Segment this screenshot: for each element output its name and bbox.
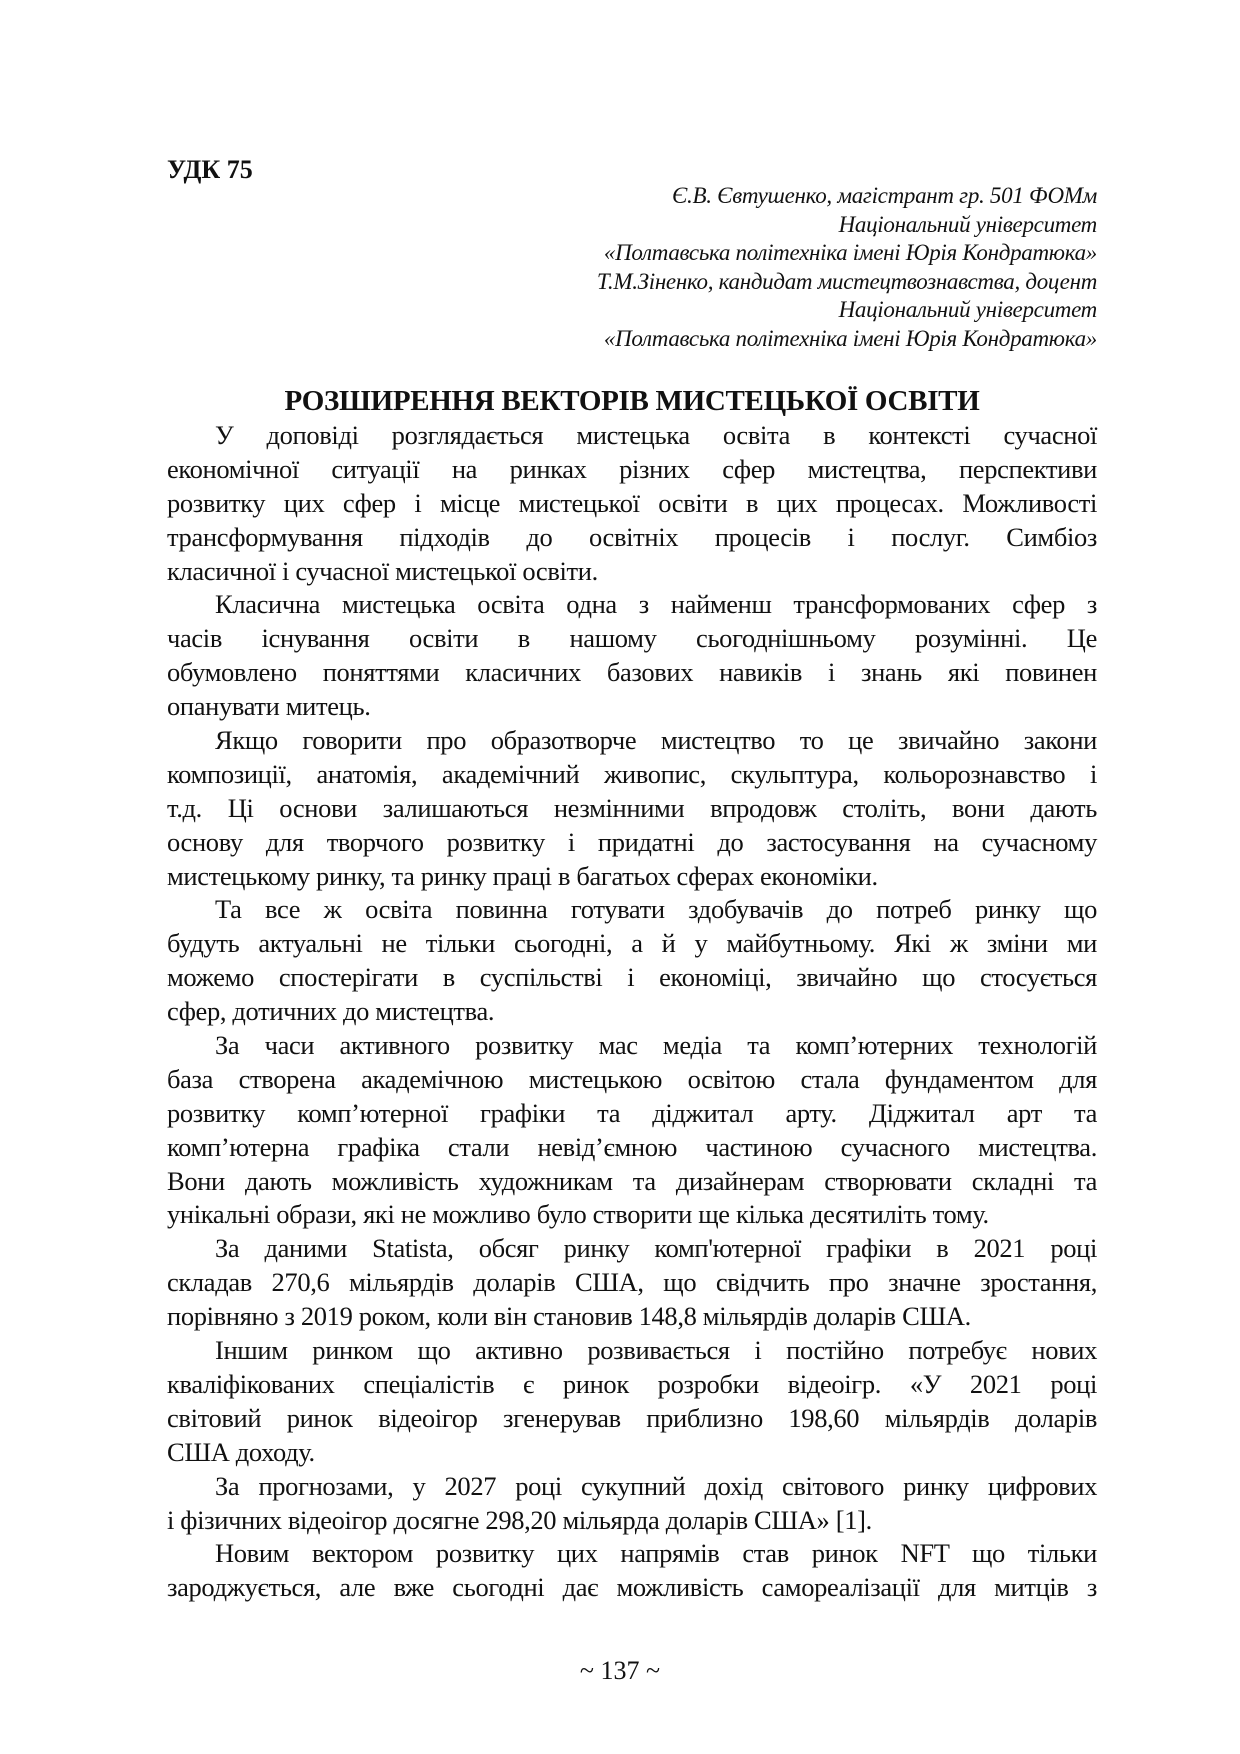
author-line: Є.В. Євтушенко, магістрант гр. 501 ФОМм [671, 183, 1097, 208]
paragraph-line: опанувати митець. [167, 691, 371, 722]
paragraph-line: можемо спостерігати в суспільстві і економіці, звичайно що стосується [167, 962, 1097, 993]
paragraph [167, 1334, 1097, 1470]
author-affiliations [597, 182, 1097, 354]
paragraph [167, 893, 1097, 1029]
paragraph-line: Та все ж освіта повинна готувати здобувачів до потреб ринку що [215, 894, 1097, 925]
paragraph-line: і фізичних відеоігор досягне 298,20 мільярда доларів США» [1]. [167, 1504, 872, 1535]
page-number: ~ 137 ~ [579, 1656, 661, 1685]
paragraph [167, 1232, 1097, 1334]
paragraph-line: порівняно з 2019 роком, коли він становив 148,8 мільярдів доларів США. [167, 1301, 971, 1332]
paragraph-line: часів існування освіти в нашому сьогоднішньому розумінні. Це [167, 623, 1097, 654]
paragraph-line: унікальні образи, які не можливо було створити ще кілька десятиліть тому. [167, 1199, 989, 1230]
paragraph-line: мистецькому ринку, та ринку праці в багатьох сферах економіки. [167, 860, 878, 891]
paragraph-line: будуть актуальні не тільки сьогодні, а й у майбутньому. Які ж зміни ми [167, 928, 1097, 959]
author-line: Т.М.Зіненко, кандидат мистецтвознавства, доцент [596, 268, 1097, 294]
paragraph-line: обумовлено поняттями класичних базових навиків і знань які повинен [167, 657, 1097, 688]
article-title: РОЗШИРЕННЯ ВЕКТОРІВ МИСТЕЦЬКОЇ ОСВІТИ [284, 385, 980, 417]
paragraph-line: Якщо говорити про образотворче мистецтво то це звичайно закони [215, 725, 1097, 756]
paragraph-line: комп’ютерна графіка стали невід’ємною частиною сучасного мистецтва. [167, 1131, 1097, 1162]
paragraph-line: розвитку цих сфер і місце мистецької освіти в цих процесах. Можливості [167, 487, 1097, 518]
paragraph-line: Іншим ринком що активно розвивається і постійно потребує нових [215, 1335, 1097, 1366]
paragraph-line: За часи активного розвитку мас медіа та комп’ютерних технологій [215, 1030, 1097, 1061]
paragraph-line: США доходу. [167, 1436, 315, 1467]
author-line: Національний університет [838, 211, 1097, 237]
paragraph-line: За даними Statista, обсяг ринку комп'ютерної графіки в 2021 році [215, 1233, 1097, 1264]
author-line: «Полтавська політехніка імені Юрія Кондратюка» [603, 325, 1097, 351]
paragraph-line: Вони дають можливість художникам та дизайнерам створювати складні та [167, 1165, 1097, 1196]
paragraph-line: т.д. Ці основи залишаються незмінними впродовж століть, вони дають [167, 792, 1097, 823]
paragraph-line: розвитку комп’ютерної графіки та діджитал арту. Діджитал арт та [167, 1097, 1097, 1128]
paragraph-line: зароджується, але вже сьогодні дає можливість самореалізації для митців з [167, 1572, 1097, 1603]
paragraph-line: класичної і сучасної мистецької освіти. [167, 555, 598, 586]
paragraph [167, 1537, 1097, 1605]
paragraph [167, 419, 1097, 588]
paragraph-line: Класична мистецька освіта одна з найменш трансформованих сфер з [215, 589, 1097, 620]
udk-code: УДК 75 [167, 155, 253, 184]
paragraph [167, 724, 1097, 893]
article-body [167, 419, 1097, 1605]
paragraph-line: сфер, дотичних до мистецтва. [167, 996, 495, 1027]
paragraph [167, 1029, 1097, 1232]
paragraph-line: кваліфікованих спеціалістів є ринок розробки відеоігр. «У 2021 році [167, 1368, 1097, 1399]
author-line: Національний університет [838, 297, 1097, 323]
paragraph-line: світовий ринок відеоігор згенерував приблизно 198,60 мільярдів доларів [167, 1402, 1097, 1433]
paragraph [167, 1470, 1097, 1538]
paragraph-line: Новим вектором розвитку цих напрямів став ринок NFT що тільки [215, 1538, 1097, 1569]
paragraph-line: основу для творчого розвитку і придатні до застосування на сучасному [167, 826, 1097, 857]
paragraph-line: За прогнозами, у 2027 році сукупний дохід світового ринку цифрових [215, 1470, 1097, 1501]
paragraph-line: база створена академічною мистецькою освітою стала фундаментом для [167, 1063, 1097, 1094]
author-line: «Полтавська політехніка імені Юрія Кондратюка» [603, 240, 1097, 266]
paragraph-line: економічної ситуації на ринках різних сфер мистецтва, перспективи [167, 453, 1097, 484]
paragraph [167, 588, 1097, 724]
paragraph-line: трансформування підходів до освітніх процесів і послуг. Симбіоз [167, 521, 1097, 552]
paragraph-line: складав 270,6 мільярдів доларів США, що свідчить про значне зростання, [167, 1267, 1097, 1298]
paragraph-line: композиції, анатомія, академічний живопис, скульптура, кольорознавство і [167, 758, 1097, 789]
paragraph-line: У доповіді розглядається мистецька освіта в контексті сучасної [215, 420, 1097, 450]
